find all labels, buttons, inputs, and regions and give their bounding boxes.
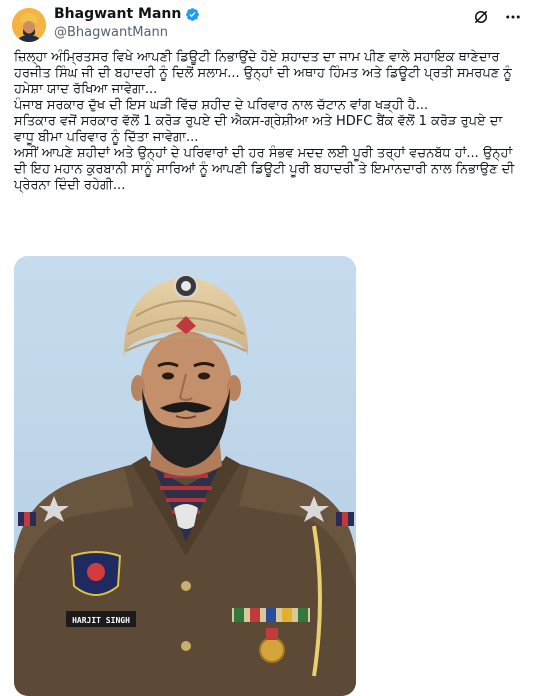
post-text: ਜ਼ਿਲ੍ਹਾ ਅੰਮ੍ਰਿਤਸਰ ਵਿਖੇ ਆਪਣੀ ਡਿਊਟੀ ਨਿਭਾਉਂਦੇ ਹੋਏ ਸ਼ਹਾਦਤ ਦਾ ਜਾਮ ਪੀਣ ਵਾਲੇ ਸਹਾਇਕ ਥਾਣੇਦਾਰ ਹਰਜੀਤ ਸਿੰਘ ਜੀ ਦੀ ਬਹਾਦਰੀ ਨੂੰ ਦਿਲੋਂ ਸਲਾਮ... ਉਨ੍ਹਾਂ ਦੀ ਅਥਾਹ ਹਿੰਮਤ ਅਤੇ ਡਿਊਟੀ ਪ੍ਰਤੀ ਸਮਰਪਣ ਨੂੰ ਹਮੇਸ਼ਾ ਯਾਦ ਰੱਖਿਆ ਜਾਵੇਗਾ... ਪੰਜਾਬ ਸਰਕਾਰ ਦੁੱਖ ਦੀ ਇਸ ਘੜੀ ਵਿੱਚ ਸ਼ਹੀਦ ਦੇ ਪਰਿਵਾਰ ਨਾਲ ਚੱਟਾਨ ਵਾਂਗ ਖੜ੍ਹੀ ਹੈ... ਸਤਿਕਾਰ ਵਜੋਂ ਸਰਕਾਰ ਵੱਲੋਂ 1 ਕਰੋੜ ਰੁਪਏ ਦੀ ਐਕਸ-ਗ੍ਰੇਸ਼ੀਆ ਅਤੇ HDFC ਬੈਂਕ ਵੱਲੋਂ 1 ਕਰੋੜ ਰੁਪਏ ਦਾ ਵਾਧੂ ਬੀਮਾ ਪਰਿਵਾਰ ਨੂੰ ਦਿੱਤਾ ਜਾਵੇਗਾ... ਅਸੀਂ ਆਪਣੇ ਸ਼ਹੀਦਾਂ ਅਤੇ ਉਨ੍ਹਾਂ ਦੇ ਪਰਿਵਾਰਾਂ ਦੀ ਹਰ ਸੰਭਵ ਮਦਦ ਲਈ ਪੂਰੀ ਤਰ੍ਹਾਂ ਵਚਨਬੱਧ ਹਾਂ... ਉਨ੍ਹਾਂ ਦੀ ਇਹ ਮਹਾਨ ਕੁਰਬਾਨੀ ਸਾਨੂੰ ਸਾਰਿਆਂ ਨੂੰ ਆਪਣੀ ਡਿਊਟੀ ਪੂਰੀ ਬਹਾਦਰੀ ਤੇ ਇਮਾਨਦਾਰੀ ਨਾਲ ਨਿਭਾਉਣ ਦੀ ਪ੍ਰੇਰਨਾ ਦਿੰਦੀ ਰਹੇਗੀ... [14, 50, 515, 193]
header-actions [472, 8, 522, 26]
post-photo[interactable] [14, 256, 356, 696]
author-handle[interactable]: @BhagwantMann [54, 25, 168, 40]
photo-nameplate: HARJIT SINGH [72, 616, 130, 625]
author-avatar[interactable] [12, 8, 46, 42]
verified-badge-icon [185, 7, 200, 22]
author-name-row [54, 6, 200, 22]
grok-icon[interactable] [472, 8, 490, 26]
officer-portrait-image [14, 256, 356, 696]
author-name[interactable]: Bhagwant Mann [54, 6, 182, 22]
post-header [0, 0, 536, 48]
more-icon[interactable] [504, 8, 522, 26]
